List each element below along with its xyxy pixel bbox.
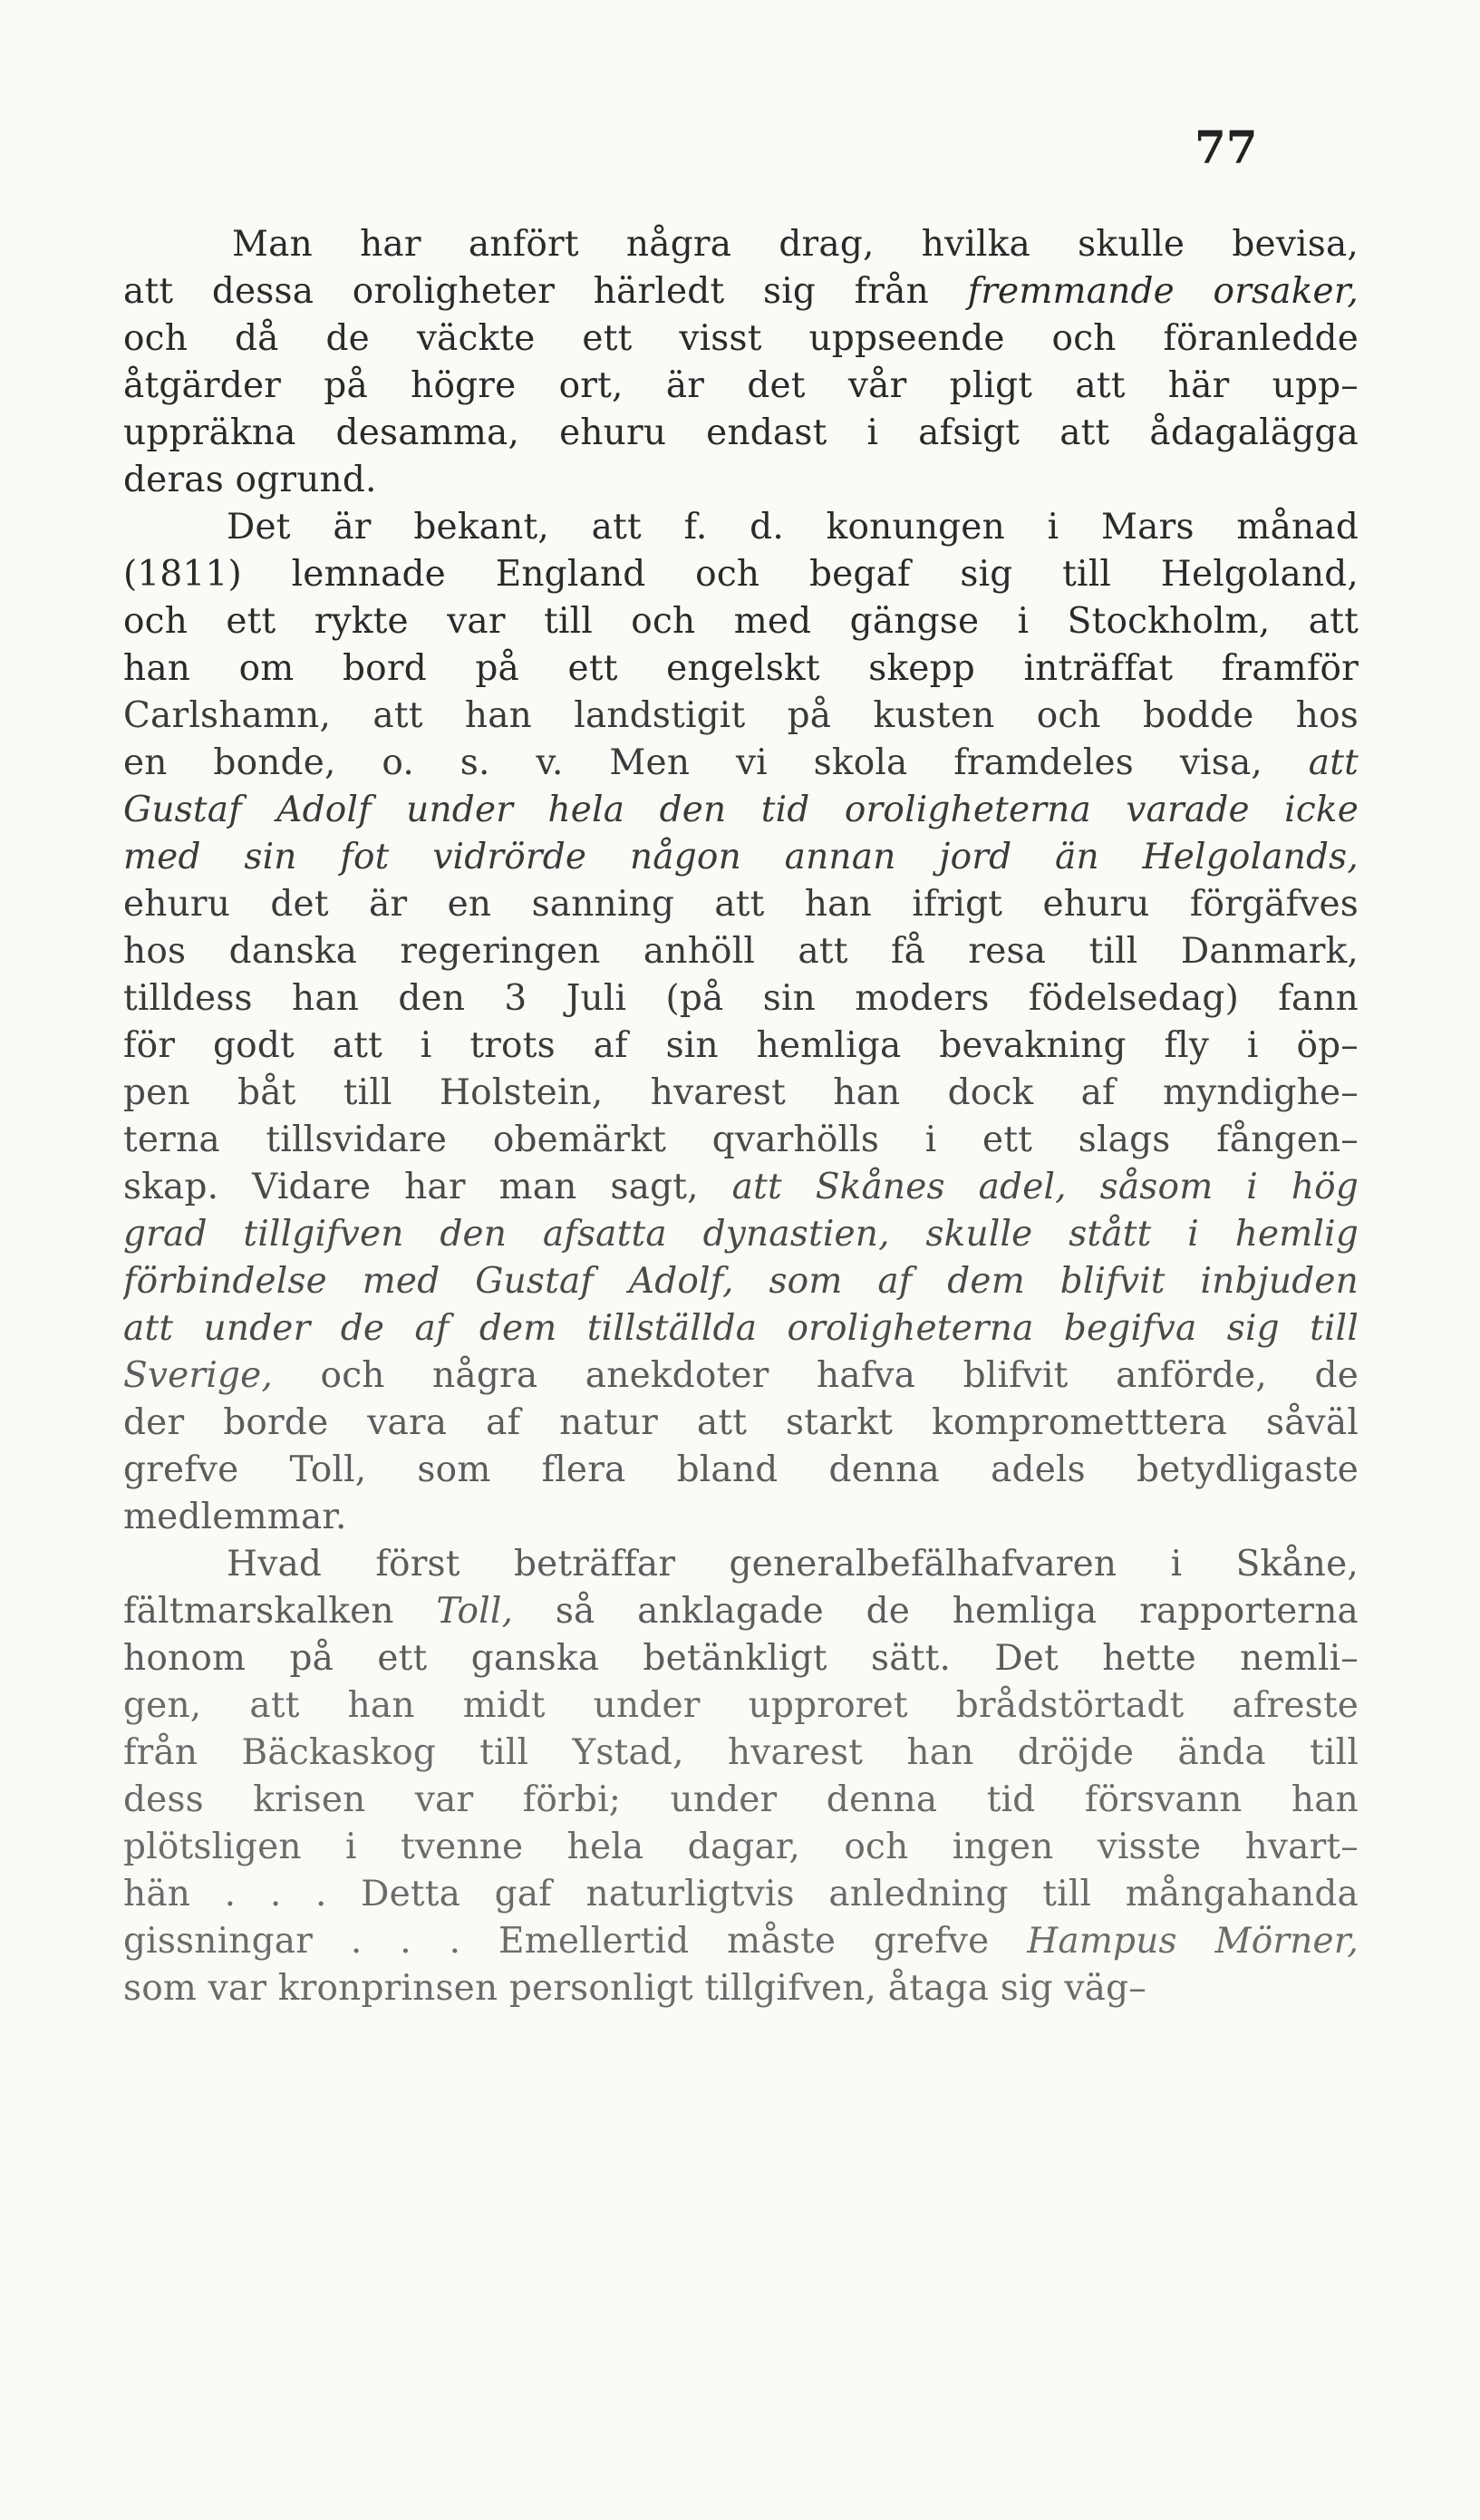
text-line — [123, 740, 1359, 787]
text-line — [123, 881, 1359, 928]
text-span: från Bäckaskog till Ystad, hvarest han dröjde ända till — [123, 1732, 1359, 1773]
text-line — [123, 1777, 1359, 1824]
italic-text-span: att Skånes adel, såsom i hög — [731, 1167, 1359, 1207]
text-span: skap. Vidare har man sagt, — [123, 1167, 732, 1207]
text-line — [123, 1494, 1359, 1541]
text-line — [123, 645, 1359, 693]
text-span: fältmarskalken — [123, 1591, 437, 1632]
text-span: hos danska regeringen anhöll att få resa till Danmark, — [123, 931, 1359, 972]
text-line — [123, 268, 1359, 315]
text-span: terna tillsvidare obemärkt qvarhölls i ett slags fången– — [123, 1119, 1359, 1160]
text-span: (1811) lemnade England och begaf sig till Helgoland, — [123, 554, 1359, 595]
text-line — [123, 1164, 1359, 1211]
italic-text-span: Sverige, — [123, 1355, 273, 1396]
text-line — [123, 1305, 1359, 1352]
italic-text-span: fremmande orsaker, — [967, 271, 1359, 312]
text-line — [123, 363, 1359, 410]
text-span: Hvad först beträffar generalbefälhafvaren i Skåne, — [227, 1544, 1359, 1585]
text-line — [123, 1588, 1359, 1635]
text-span: medlemmar. — [123, 1497, 347, 1537]
body-text — [123, 221, 1359, 2012]
text-line — [123, 1965, 1359, 2012]
italic-text-span: Gustaf Adolf under hela den tid oroligheterna varade icke — [123, 790, 1359, 830]
paragraph — [123, 504, 1359, 1541]
text-span: åtgärder på högre ort, är det vår pligt att här upp– — [123, 365, 1359, 406]
text-span: och då de väckte ett visst uppseende och föranledde — [123, 318, 1359, 359]
text-line — [123, 1635, 1359, 1682]
text-span: deras ogrund. — [123, 460, 377, 500]
text-span: ehuru det är en sanning att han ifrigt ehuru förgäfves — [123, 884, 1359, 925]
text-line — [123, 1211, 1359, 1258]
text-line — [123, 1918, 1359, 1965]
text-line — [123, 1541, 1359, 1588]
text-span: Man har anfört några drag, hvilka skulle bevisa, — [232, 224, 1359, 265]
italic-text-span: att under de af dem tillställda oroligheterna begifva sig till — [123, 1308, 1359, 1349]
paragraph — [123, 221, 1359, 504]
text-line — [123, 1682, 1359, 1730]
text-line — [123, 1400, 1359, 1447]
text-span: gen, att han midt under upproret brådstörtadt afreste — [123, 1685, 1359, 1726]
text-line — [123, 1023, 1359, 1070]
text-span: hän . . . Detta gaf naturligtvis anledning till mångahanda — [123, 1874, 1359, 1914]
text-span: en bonde, o. s. v. Men vi skola framdeles visa, — [123, 742, 1309, 783]
text-line — [123, 693, 1359, 740]
text-line — [123, 221, 1359, 268]
text-line — [123, 1447, 1359, 1494]
text-span: gissningar . . . Emellertid måste grefve — [123, 1921, 1028, 1962]
text-span: pen båt till Holstein, hvarest han dock af myndighe– — [123, 1072, 1359, 1113]
page-number: 77 — [1195, 121, 1258, 174]
italic-text-span: grad tillgifven den afsatta dynastien, skulle stått i hemlig — [123, 1214, 1359, 1255]
text-span: för godt att i trots af sin hemliga bevakning fly i öp– — [123, 1025, 1359, 1066]
italic-text-span: att — [1308, 742, 1359, 783]
text-span: som var kronprinsen personligt tillgifven, åtaga sig väg– — [123, 1968, 1146, 2009]
text-span: honom på ett ganska betänkligt sätt. Det hette nemli– — [123, 1638, 1359, 1679]
paragraph — [123, 1541, 1359, 2012]
text-span: grefve Toll, som flera bland denna adels betydligaste — [123, 1449, 1359, 1490]
text-line — [123, 551, 1359, 598]
text-span: der borde vara af natur att starkt komprometttera såväl — [123, 1402, 1359, 1443]
text-line — [123, 1730, 1359, 1777]
text-line — [123, 1871, 1359, 1918]
text-line — [123, 1117, 1359, 1164]
text-line — [123, 1824, 1359, 1871]
text-line — [123, 410, 1359, 457]
italic-text-span: Toll, — [436, 1591, 514, 1632]
text-span: så anklagade de hemliga rapporterna — [513, 1591, 1359, 1632]
text-span: han om bord på ett engelskt skepp inträffat framför — [123, 648, 1359, 689]
text-line — [123, 1258, 1359, 1305]
italic-text-span: Hampus Mörner, — [1027, 1921, 1359, 1962]
text-line — [123, 928, 1359, 975]
text-span: dess krisen var förbi; under denna tid försvann han — [123, 1779, 1359, 1820]
text-span: tilldess han den 3 Juli (på sin moders födelsedag) fann — [123, 978, 1359, 1019]
text-line — [123, 457, 1359, 504]
text-line — [123, 504, 1359, 551]
italic-text-span: med sin fot vidrörde någon annan jord än Helgolands, — [123, 837, 1359, 877]
text-line — [123, 598, 1359, 645]
text-span: Carlshamn, att han landstigit på kusten och bodde hos — [123, 695, 1359, 736]
text-line — [123, 1352, 1359, 1400]
text-line — [123, 315, 1359, 363]
text-span: Det är bekant, att f. d. konungen i Mars månad — [227, 507, 1359, 548]
text-line — [123, 834, 1359, 881]
text-span: och ett rykte var till och med gängse i Stockholm, att — [123, 601, 1359, 642]
text-span: och några anekdoter hafva blifvit anförde, de — [273, 1355, 1359, 1396]
text-line — [123, 975, 1359, 1023]
text-line — [123, 1070, 1359, 1117]
text-line — [123, 787, 1359, 834]
italic-text-span: förbindelse med Gustaf Adolf, som af dem blifvit inbjuden — [123, 1261, 1359, 1302]
text-span: att dessa oroligheter härledt sig från — [123, 271, 968, 312]
text-span: plötsligen i tvenne hela dagar, och ingen visste hvart– — [123, 1827, 1359, 1867]
text-span: uppräkna desamma, ehuru endast i afsigt att ådagalägga — [123, 412, 1359, 453]
